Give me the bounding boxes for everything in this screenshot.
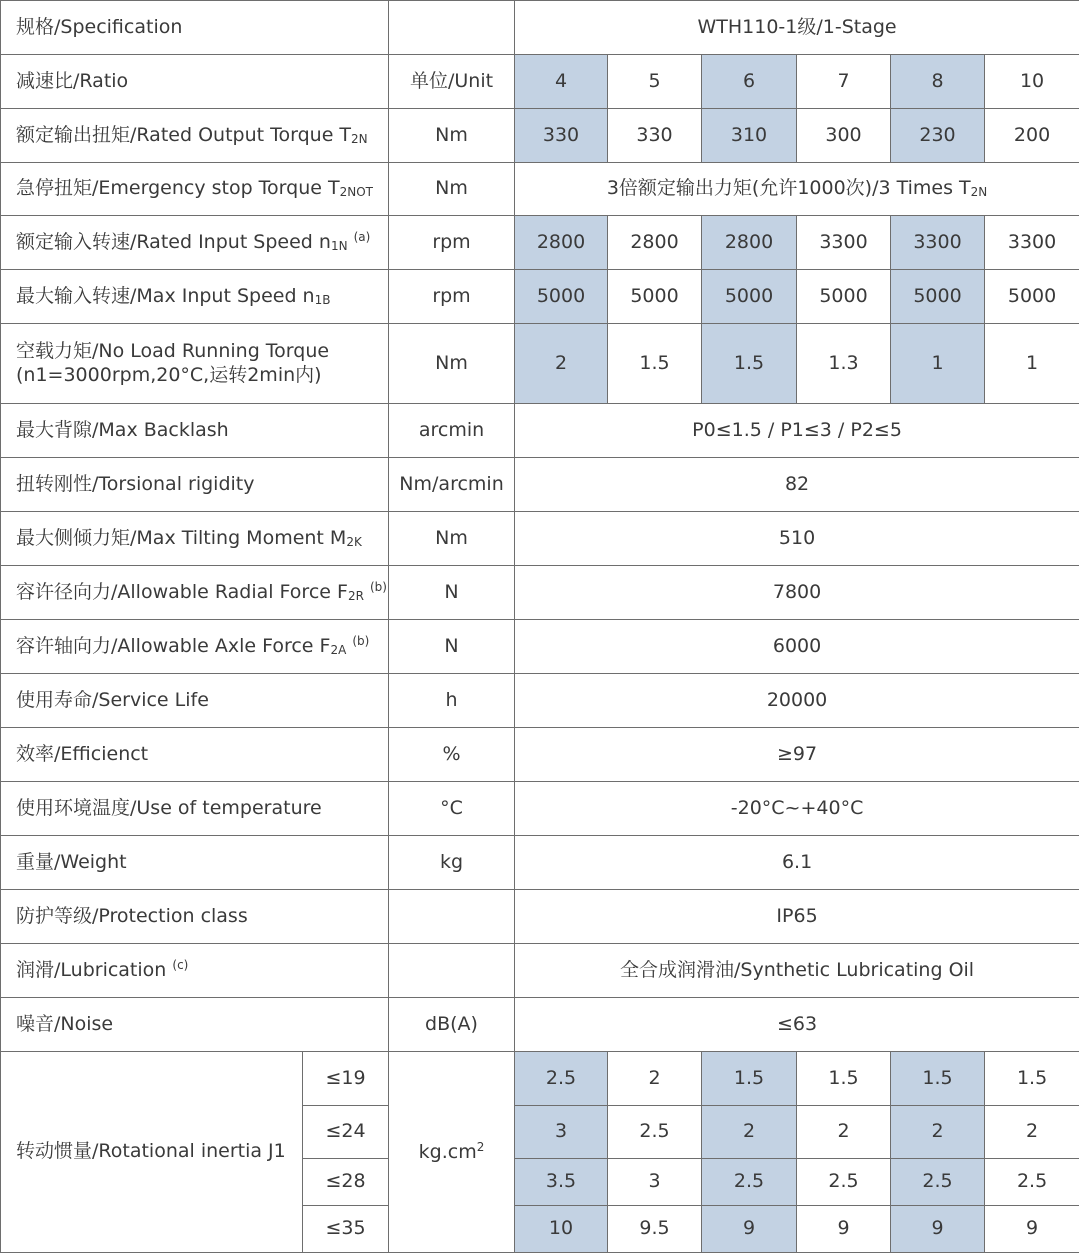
table-row [1, 109, 1079, 163]
value-cell: 230 [891, 109, 985, 163]
table-row [1, 890, 1079, 944]
value-cell: 1.5 [608, 324, 702, 404]
value-cell: 330 [515, 109, 608, 163]
value-cell: 1.5 [702, 324, 797, 404]
row-label: 扭转刚性/Torsional rigidity [1, 458, 389, 512]
table-row [1, 782, 1079, 836]
value-cell: 7 [797, 55, 891, 109]
unit-cell: Nm [389, 512, 515, 566]
value-cell: 6.1 [515, 836, 1079, 890]
value-cell: -20°C~+40°C [515, 782, 1079, 836]
unit-cell: Nm/arcmin [389, 458, 515, 512]
row-label: 转动惯量/Rotational inertia J1 [1, 1052, 303, 1253]
value-cell: 2 [515, 324, 608, 404]
value-cell: 1 [891, 324, 985, 404]
table-row [1, 944, 1079, 998]
unit-cell: kg [389, 836, 515, 890]
value-cell: 2 [985, 1106, 1079, 1159]
row-label: 重量/Weight [1, 836, 389, 890]
value-cell: 3300 [985, 216, 1079, 270]
value-cell: 10 [515, 1206, 608, 1253]
table-row [1, 216, 1079, 270]
unit-cell: h [389, 674, 515, 728]
value-cell: 1.5 [797, 1052, 891, 1106]
unit-cell: Nm [389, 109, 515, 163]
value-cell: ≥97 [515, 728, 1079, 782]
model-cell: WTH110-1级/1-Stage [515, 1, 1079, 55]
row-label: 润滑/Lubrication $^{(c)}$ [1, 944, 389, 998]
unit-cell: Nm [389, 324, 515, 404]
unit-cell: 单位/Unit [389, 55, 515, 109]
table-row [1, 674, 1079, 728]
value-cell: 2800 [608, 216, 702, 270]
value-cell: P0≤1.5 / P1≤3 / P2≤5 [515, 404, 1079, 458]
value-cell: 310 [702, 109, 797, 163]
value-cell: 82 [515, 458, 1079, 512]
value-cell: IP65 [515, 890, 1079, 944]
table-row [1, 620, 1079, 674]
value-cell: 9 [985, 1206, 1079, 1253]
table-row [1, 55, 1079, 109]
value-cell: 510 [515, 512, 1079, 566]
value-cell: 2 [797, 1106, 891, 1159]
unit-cell: arcmin [389, 404, 515, 458]
row-label: 最大输入转速/Max Input Speed $n_{1B}$ [1, 270, 389, 324]
sub-label: ≤19 [303, 1052, 389, 1106]
value-cell: 2800 [515, 216, 608, 270]
sub-label: ≤24 [303, 1106, 389, 1159]
value-cell: 300 [797, 109, 891, 163]
value-cell: 全合成润滑油/Synthetic Lubricating Oil [515, 944, 1079, 998]
value-cell: 1.5 [891, 1052, 985, 1106]
value-cell: 2.5 [891, 1159, 985, 1206]
unit-cell: rpm [389, 270, 515, 324]
value-cell: 2 [608, 1052, 702, 1106]
value-cell: 5000 [702, 270, 797, 324]
value-cell: 2800 [702, 216, 797, 270]
row-label: 使用环境温度/Use of temperature [1, 782, 389, 836]
row-label: 减速比/Ratio [1, 55, 389, 109]
unit-cell: rpm [389, 216, 515, 270]
value-cell: 6000 [515, 620, 1079, 674]
value-cell: 5 [608, 55, 702, 109]
value-cell: 2.5 [515, 1052, 608, 1106]
unit-cell: dB(A) [389, 998, 515, 1052]
value-cell: 1.5 [702, 1052, 797, 1106]
value-cell: 3300 [797, 216, 891, 270]
table-row [1, 512, 1079, 566]
value-cell: 9 [891, 1206, 985, 1253]
row-label: 额定输入转速/Rated Input Speed $n_{1N}$ $^{(a)}$ [1, 216, 389, 270]
unit-cell: $kg.cm^2$ [389, 1052, 515, 1253]
value-cell: 6 [702, 55, 797, 109]
value-cell: 8 [891, 55, 985, 109]
value-cell: 5000 [515, 270, 608, 324]
value-cell: 2 [702, 1106, 797, 1159]
value-cell: 3300 [891, 216, 985, 270]
row-label: 最大侧倾力矩/Max Tilting Moment $M_{2K}$ [1, 512, 389, 566]
row-label: 急停扭矩/Emergency stop Torque $T_{2NOT}$ [1, 163, 389, 216]
value-cell: 3 [515, 1106, 608, 1159]
row-label: 防护等级/Protection class [1, 890, 389, 944]
value-cell: 9 [797, 1206, 891, 1253]
row-label: 空载力矩/No Load Running Torque (n1=3000rpm,20°C,运转2min内) [1, 324, 389, 404]
value-cell: 200 [985, 109, 1079, 163]
value-cell: 3倍额定输出力矩(允许1000次)/3 Times $T_{2N}$ [515, 163, 1079, 216]
unit-cell [389, 1, 515, 55]
value-cell: 10 [985, 55, 1079, 109]
table-row [1, 458, 1079, 512]
table-row [1, 836, 1079, 890]
value-cell: 1.3 [797, 324, 891, 404]
value-cell: 2.5 [797, 1159, 891, 1206]
value-cell: 2.5 [985, 1159, 1079, 1206]
value-cell: 2 [891, 1106, 985, 1159]
value-cell: 9 [702, 1206, 797, 1253]
value-cell: ≤63 [515, 998, 1079, 1052]
unit-cell: °C [389, 782, 515, 836]
table-row [1, 163, 1079, 216]
sub-label: ≤35 [303, 1206, 389, 1253]
sub-label: ≤28 [303, 1159, 389, 1206]
table-row [1, 1, 1079, 55]
value-cell: 3 [608, 1159, 702, 1206]
value-cell: 1.5 [985, 1052, 1079, 1106]
unit-cell [389, 944, 515, 998]
unit-cell: % [389, 728, 515, 782]
value-cell: 3.5 [515, 1159, 608, 1206]
row-label: 使用寿命/Service Life [1, 674, 389, 728]
value-cell: 330 [608, 109, 702, 163]
row-label: 额定输出扭矩/Rated Output Torque $T_{2N}$ [1, 109, 389, 163]
row-label: 容许径向力/Allowable Radial Force $F_{2R}$ $^{(b)}$ [1, 566, 389, 620]
value-cell: 7800 [515, 566, 1079, 620]
table-row [1, 728, 1079, 782]
row-label: 规格/Specification [1, 1, 389, 55]
value-cell: 4 [515, 55, 608, 109]
value-cell: 5000 [797, 270, 891, 324]
value-cell: 2.5 [608, 1106, 702, 1159]
value-cell: 2.5 [702, 1159, 797, 1206]
row-label: 最大背隙/Max Backlash [1, 404, 389, 458]
value-cell: 20000 [515, 674, 1079, 728]
value-cell: 5000 [891, 270, 985, 324]
unit-cell [389, 890, 515, 944]
value-cell: 9.5 [608, 1206, 702, 1253]
table-row [1, 404, 1079, 458]
table-row [1, 1052, 1079, 1106]
unit-cell: N [389, 566, 515, 620]
row-label: 噪音/Noise [1, 998, 389, 1052]
row-label: 效率/Efficienct [1, 728, 389, 782]
table-row [1, 998, 1079, 1052]
value-cell: 5000 [985, 270, 1079, 324]
table-row [1, 566, 1079, 620]
value-cell: 1 [985, 324, 1079, 404]
row-label: 容许轴向力/Allowable Axle Force $F_{2A}$ $^{(b)}$ [1, 620, 389, 674]
table-row [1, 270, 1079, 324]
unit-cell: N [389, 620, 515, 674]
value-cell: 5000 [608, 270, 702, 324]
unit-cell: Nm [389, 163, 515, 216]
table-row [1, 324, 1079, 404]
